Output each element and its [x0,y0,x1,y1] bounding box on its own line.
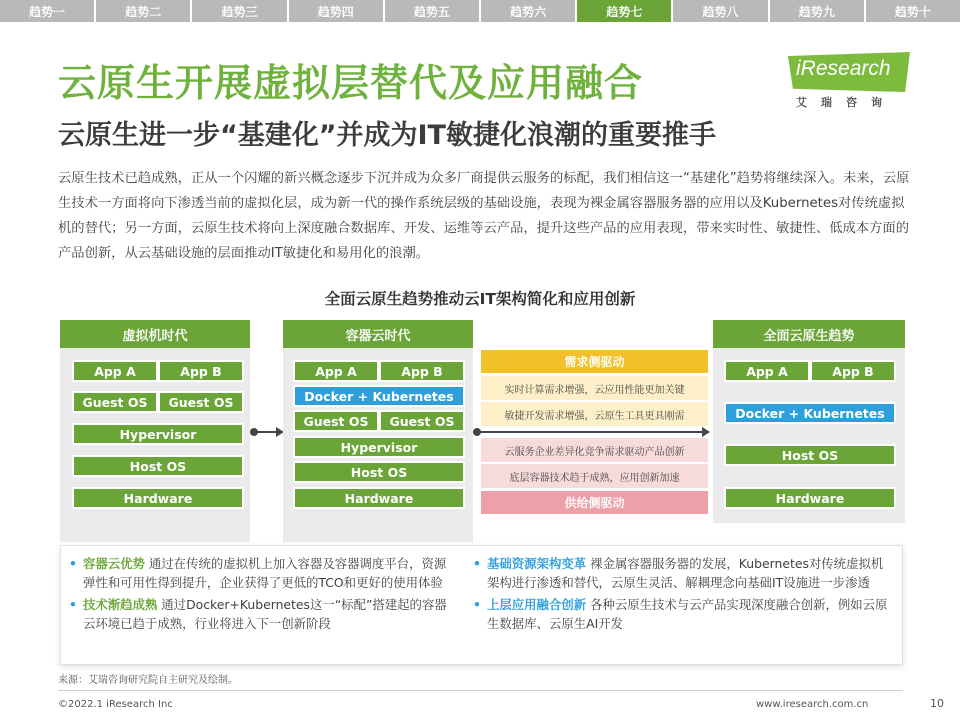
container-hypervisor: Hypervisor [293,436,465,458]
note-text: 裸金属容器服务器的发展，Kubernetes对传统虚拟机架构进行渗透和替代，云原生灵活、解耦理念向基础IT设施进一步渗透 [487,556,884,590]
note-highlight: 技术渐趋成熟 [83,597,158,612]
tab-trend-3[interactable]: 趋势三 [192,0,286,22]
page-number: 10 [930,697,944,710]
trend-tab-bar [0,0,960,22]
supply-driver-header: 供给侧驱动 [481,491,708,514]
page-title: 云原生开展虚拟层替代及应用融合 [58,61,644,105]
container-app-b: App B [379,360,465,382]
tab-trend-5[interactable]: 趋势五 [385,0,479,22]
container-docker-kubernetes: Docker + Kubernetes [293,385,465,407]
supply-driver-1: 云服务企业差异化竞争需求驱动产品创新 [481,438,708,462]
supply-driver-2: 底层容器技术趋于成熟，应用创新加速 [481,464,708,488]
bullet-icon: • [473,597,481,612]
container-hardware: Hardware [293,487,465,509]
bullet-icon: • [473,556,481,571]
logo-text: iResearch [796,57,891,80]
tab-trend-2[interactable]: 趋势二 [96,0,190,22]
container-guest-os-a: Guest OS [293,410,379,432]
footer-divider [58,690,903,691]
container-guest-os-b: Guest OS [379,410,465,432]
tab-trend-9[interactable]: 趋势九 [770,0,864,22]
demand-driver-header: 需求侧驱动 [481,350,708,373]
tab-trend-1[interactable]: 趋势一 [0,0,94,22]
arrow-2-line [477,431,702,433]
diagram-title: 全面云原生趋势推动云IT架构简化和应用创新 [324,290,636,308]
arrow-2-head-icon [702,427,710,437]
note-item [471,595,891,633]
note-text: 各种云原生技术与云产品实现深度融合创新，例如云原生数据库、云原生AI开发 [487,597,888,631]
full-hardware: Hardware [724,487,896,509]
vm-app-a: App A [72,360,158,382]
iresearch-logo [788,52,918,110]
tab-trend-7[interactable]: 趋势七 [577,0,671,22]
full-host-os: Host OS [724,444,896,466]
notes-left-column [67,554,457,636]
tab-trend-8[interactable]: 趋势八 [673,0,767,22]
website-link[interactable]: www.iresearch.com.cn [756,699,869,710]
note-highlight: 容器云优势 [83,556,145,571]
note-item [67,554,457,592]
tab-trend-6[interactable]: 趋势六 [481,0,575,22]
bullet-icon: • [69,597,77,612]
full-cloud-native-header: 全面云原生趋势 [713,320,905,348]
vm-app-b: App B [158,360,244,382]
demand-driver-2: 敏捷开发需求增强，云原生工具更具刚需 [481,402,708,426]
note-text: 通过在传统的虚拟机上加入容器及容器调度平台，资源弹性和可用性得到提升，企业获得了更低的TCO和更好的使用体验 [83,556,447,590]
container-app-a: App A [293,360,379,382]
tab-trend-4[interactable]: 趋势四 [289,0,383,22]
note-highlight: 上层应用融合创新 [487,597,587,612]
tab-trend-10[interactable]: 趋势十 [866,0,960,22]
source-note: 来源：艾瑞咨询研究院自主研究及绘制。 [58,675,238,686]
vm-hardware: Hardware [72,487,244,509]
note-item [67,595,457,633]
vm-host-os: Host OS [72,455,244,477]
note-text: 通过Docker+Kubernetes这一“标配”搭建起的容器云环境已趋于成熟，行业将进入下一创新阶段 [83,597,447,631]
bullet-icon: • [69,556,77,571]
logo-cn-text: 艾瑞咨询 [796,96,896,109]
page-subtitle: 云原生进一步“基建化”并成为IT敏捷化浪潮的重要推手 [58,120,716,151]
container-host-os: Host OS [293,461,465,483]
notes-box [60,545,903,665]
full-app-b: App B [810,360,896,382]
full-app-a: App A [724,360,810,382]
vm-guest-os-b: Guest OS [158,391,244,413]
container-era-header: 容器云时代 [283,320,473,348]
copyright: ©2022.1 iResearch Inc [58,699,173,710]
note-highlight: 基础资源架构变革 [487,556,587,571]
intro-paragraph: 云原生技术已趋成熟，正从一个闪耀的新兴概念逐步下沉并成为众多厂商提供云服务的标配，我们相信这一“基建化”趋势将继续深入。未来，云原生技术一方面将向下渗透当前的虚拟化层，成为新一代的操作系统层级的基础设施，表现为裸金属容器服务器的应用以及Kubernetes对传统虚拟机的替代；另一方面，云原生技术将向上深度融合数据库、开发、运维等云产品，提升这些产品的应用表现，带来实时性、敏捷性、低成本方面的产品创新，从云基础设施的层面推动IT敏捷化和易用化的浪潮。 [58,171,910,261]
notes-right-column [471,554,891,636]
full-docker-kubernetes: Docker + Kubernetes [724,402,896,424]
arrow-1-line [254,431,276,433]
note-item [471,554,891,592]
demand-driver-1: 实时计算需求增强，云应用性能更加关键 [481,376,708,400]
vm-guest-os-a: Guest OS [72,391,158,413]
vm-hypervisor: Hypervisor [72,423,244,445]
vm-era-header: 虚拟机时代 [60,320,250,348]
